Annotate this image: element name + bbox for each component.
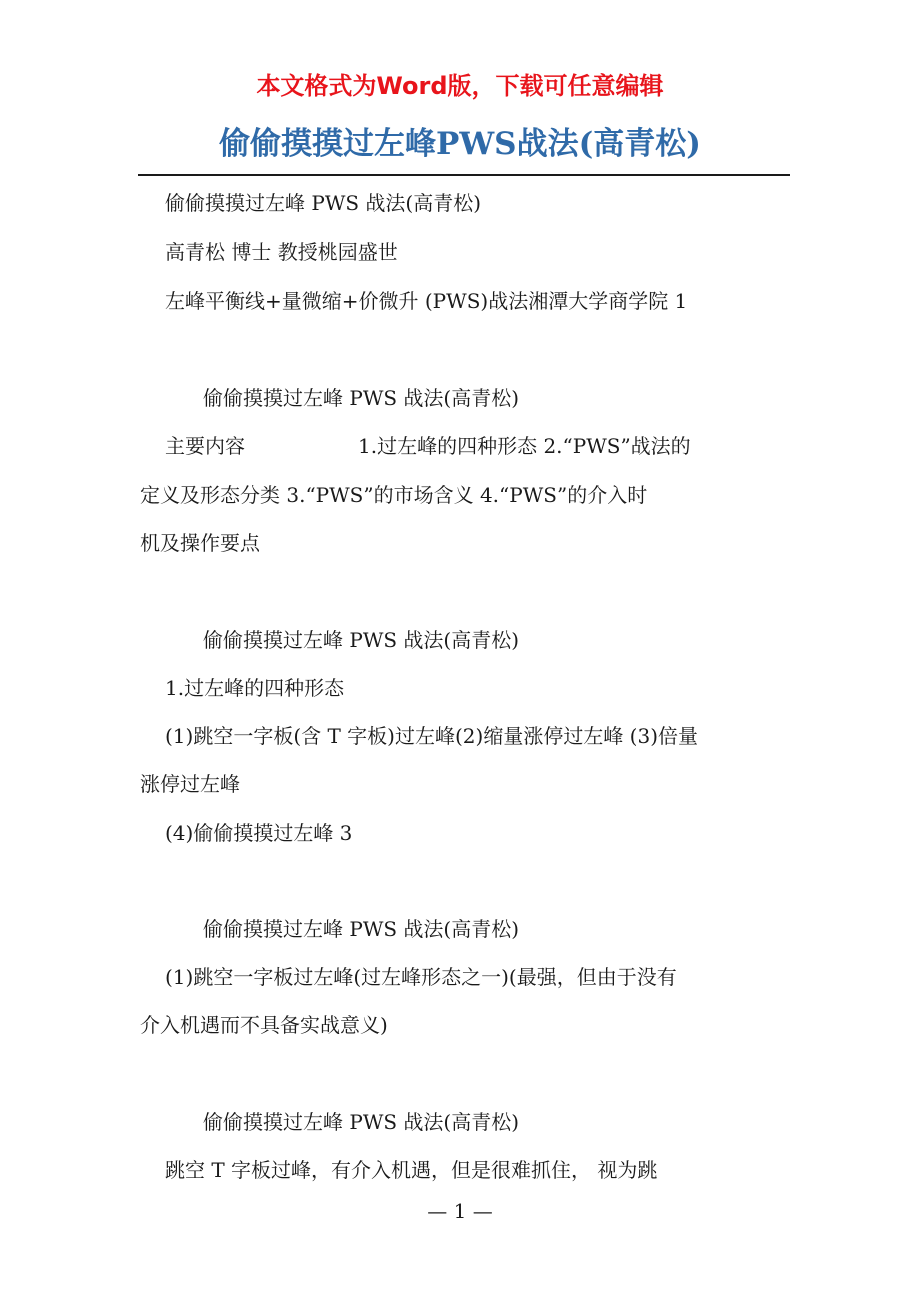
body-line: 机及操作要点 <box>140 531 260 555</box>
download-banner: 本文格式为Word版，下载可任意编辑 <box>256 72 664 100</box>
body-line: 介入机遇而不具备实战意义) <box>140 1013 388 1037</box>
body-line: 定义及形态分类 3.“PWS”的市场含义 4.“PWS”的介入时 <box>140 483 648 507</box>
section-heading: 偷偷摸摸过左峰 PWS 战法(高青松) <box>203 917 520 941</box>
body-line: 1.过左峰的四种形态 <box>165 676 345 700</box>
body-line: 左峰平衡线+量微缩+价微升 (PWS)战法湘潭大学商学院 1 <box>165 289 688 313</box>
section-heading: 偷偷摸摸过左峰 PWS 战法(高青松) <box>203 1110 520 1134</box>
body-line: (4)偷偷摸摸过左峰 3 <box>165 821 353 845</box>
title-divider <box>138 174 790 176</box>
page-number: — 1 — <box>427 1199 493 1223</box>
body-line: 涨停过左峰 <box>140 772 240 796</box>
body-line: 高青松 博士 教授桃园盛世 <box>165 240 398 264</box>
body-line: 1.过左峰的四种形态 2.“PWS”战法的 <box>358 434 691 458</box>
body-line: 跳空 T 字板过峰，有介入机遇，但是很难抓住， 视为跳 <box>165 1158 658 1182</box>
body-line: (1)跳空一字板过左峰(过左峰形态之一)(最强，但由于没有 <box>165 965 677 989</box>
section-heading: 偷偷摸摸过左峰 PWS 战法(高青松) <box>203 386 520 410</box>
document-title: 偷偷摸摸过左峰PWS战法(高青松) <box>219 126 701 162</box>
section-heading: 偷偷摸摸过左峰 PWS 战法(高青松) <box>203 628 520 652</box>
body-line: (1)跳空一字板(含 T 字板)过左峰(2)缩量涨停过左峰 (3)倍量 <box>165 724 699 748</box>
body-line: 偷偷摸摸过左峰 PWS 战法(高青松) <box>165 191 482 215</box>
body-line: 主要内容 <box>165 434 245 458</box>
